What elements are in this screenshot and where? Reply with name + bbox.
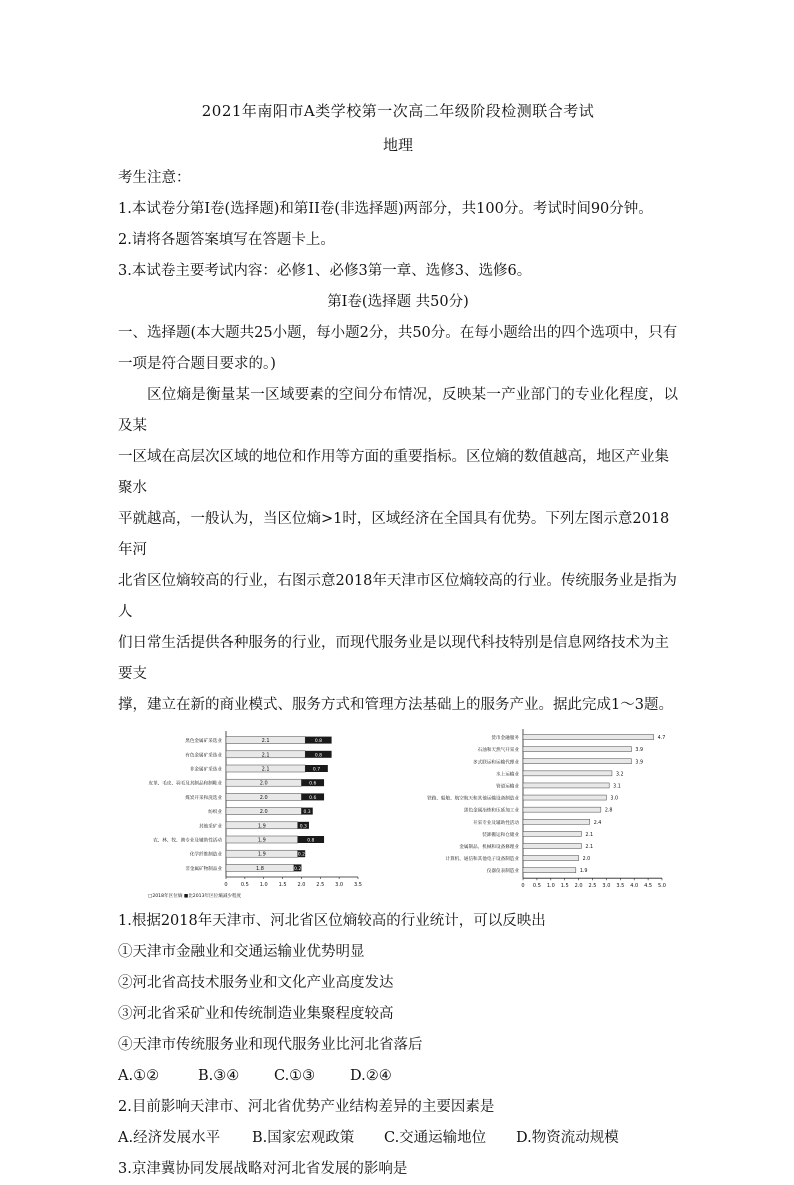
option-b: B.国家宏观政策	[252, 1130, 355, 1146]
notice-item: 2.请将各题答案填写在答题卡上。	[118, 232, 335, 248]
category-label: 货币金融服务	[491, 736, 519, 742]
option-a: A.①②	[118, 1068, 160, 1084]
x-tick-label: 2.5	[316, 882, 325, 888]
category-label: 化学纤维制造业	[189, 852, 222, 858]
question-stem: 1.根据2018年天津市、河北省区位熵较高的行业统计，可以反映出	[118, 913, 546, 929]
passage-line: 区位熵是衡量某一区域要素的空间分布情况，反映某一产业部门的专业化程度，以及某	[118, 387, 678, 434]
data-label: 3.2	[615, 772, 624, 778]
question-options	[118, 1123, 678, 1154]
option-c: C.①③	[274, 1068, 316, 1084]
question-statement: ④天津市传统服务业和现代服务业比河北省落后	[118, 1037, 423, 1053]
x-tick-label: 0.5	[240, 882, 249, 888]
x-tick-label: 3.5	[616, 883, 625, 890]
passage-line: 北省区位熵较高的行业，右图示意2018年天津市区位熵较高的行业。传统服务业是指为人	[118, 573, 677, 620]
exam-page	[118, 100, 678, 1185]
segment-label: 0.7	[312, 767, 321, 773]
data-label: 2.4	[593, 820, 602, 826]
passage-line: 平就越高，一般认为，当区位熵>1时，区域经济在全国具有优势。下列左图示意2018年河	[118, 511, 670, 558]
data-label: 2.1	[585, 832, 594, 838]
notice-item: 3.本试卷主要考试内容：必修1、必修3第一章、选修3、选修6。	[118, 263, 532, 279]
data-label: 2.0	[259, 794, 268, 801]
category-label: 非金属矿物制品业	[185, 866, 222, 872]
question-statement: ①天津市金融业和交通运输业优势明显	[118, 944, 365, 960]
passage-line: 们日常生活提供各种服务的行业，而现代服务业是以现代科技特别是信息网络技术为主要支	[118, 635, 669, 682]
bar	[523, 783, 609, 788]
section-title: 第I卷(选择题 共50分)	[327, 294, 469, 310]
segment-label: 0.6	[309, 781, 317, 787]
x-tick-label: 0	[521, 883, 525, 890]
data-label: 2.0	[582, 857, 591, 863]
question-statement: ③河北省采矿业和传统制造业集聚程度较高	[118, 1006, 394, 1022]
category-label: 仪器仪表制造业	[486, 869, 519, 875]
question-options	[118, 1061, 678, 1092]
segment-label: 0.8	[314, 753, 322, 759]
question-statement: ②河北省高技术服务业和文化产业高度发达	[118, 975, 394, 991]
option-d: D.物资流动规模	[516, 1130, 619, 1146]
exam-title: 2021年南阳市A类学校第一次高二年级阶段检测联合考试	[201, 102, 595, 120]
data-label: 3.1	[613, 784, 621, 790]
data-label: 2.1	[261, 738, 270, 745]
figure-charts	[108, 727, 688, 902]
x-tick-label: 3.5	[354, 882, 362, 888]
category-label: 纺织业	[208, 810, 222, 816]
bar	[523, 831, 581, 836]
x-tick-label: 4.5	[644, 883, 653, 890]
bar	[523, 856, 579, 861]
x-tick-label: 5.0	[658, 883, 666, 890]
segment-label: 0.8	[314, 739, 322, 745]
data-label: 3.9	[635, 760, 644, 766]
category-label: 黑色金属矿采选业	[185, 739, 222, 745]
data-label: 3.9	[635, 748, 644, 754]
category-label: 煤炭开采和洗选业	[185, 795, 222, 801]
segment-label: 0.2	[294, 866, 302, 872]
notice-item: 1.本试卷分第I卷(选择题)和第II卷(非选择题)两部分，共100分。考试时间90分钟。	[118, 201, 653, 217]
bar	[523, 795, 606, 800]
category-label: 金属制品、机械和设备修理业	[459, 844, 519, 850]
data-label: 1.8	[255, 865, 264, 872]
question-stem: 3.京津冀协同发展战略对河北省发展的影响是	[118, 1161, 408, 1177]
category-label: 管道运输业	[496, 784, 519, 790]
x-tick-label: 2.0	[297, 882, 306, 888]
data-label: 1.9	[579, 869, 588, 875]
passage-line: 撑，建立在新的商业模式、服务方式和管理方法基础上的服务产业。据此完成1～3题。	[118, 697, 673, 713]
bar	[523, 868, 576, 873]
data-label: 3.0	[610, 796, 619, 802]
category-label: 水上运输业	[496, 772, 519, 778]
category-label: 皮革、毛皮、羽毛及其制品和制鞋业	[148, 781, 222, 787]
data-label: 2.1	[585, 844, 594, 850]
category-label: 黑色金属冶炼和压延加工业	[463, 808, 519, 814]
exam-subject: 地理	[382, 136, 413, 154]
bar	[523, 843, 581, 848]
segment-label: 0.6	[309, 795, 317, 801]
x-tick-label: 3.0	[335, 882, 344, 888]
data-label: 2.8	[604, 808, 613, 814]
option-c: C.交通运输地位	[384, 1130, 487, 1146]
bar	[523, 819, 590, 824]
category-label: 开采专业及辅助性活动	[473, 820, 519, 826]
section-instruction: 一、选择题(本大题共25小题，每小题2分，共50分。在每小题给出的四个选项中，只有	[118, 325, 678, 341]
notice-heading: 考生注意：	[118, 170, 191, 186]
category-label: 其他采矿业	[199, 824, 222, 830]
hebei-chart	[108, 727, 378, 902]
category-label: 多式联运和运输代理业	[473, 760, 519, 766]
x-tick-label: 1.5	[278, 882, 287, 888]
question-stem: 2.目前影响天津市、河北省优势产业结构差异的主要因素是	[118, 1099, 495, 1115]
segment-label: 0.2	[297, 852, 306, 858]
x-tick-label: 0.5	[532, 883, 541, 890]
bar	[523, 759, 631, 764]
option-b: B.③④	[198, 1068, 240, 1084]
segment-label: 0.3	[299, 824, 307, 830]
x-tick-label: 1.0	[259, 882, 268, 888]
data-label: 1.9	[257, 851, 266, 858]
x-tick-label: 1.0	[546, 883, 555, 890]
data-label: 2.0	[259, 780, 268, 787]
x-tick-label: 0	[224, 882, 228, 888]
x-tick-label: 4.0	[630, 883, 639, 890]
data-label: 1.9	[257, 823, 266, 830]
x-tick-label: 2.5	[588, 883, 597, 890]
bar	[523, 807, 601, 812]
segment-label: 0.8	[307, 838, 315, 844]
bar	[523, 747, 631, 752]
category-label: 农、林、牧、渔专业及辅助性活动	[153, 838, 222, 844]
data-label: 2.1	[261, 752, 270, 759]
bar	[523, 735, 654, 740]
x-tick-label: 3.0	[602, 883, 611, 890]
data-label: 2.1	[261, 766, 270, 773]
option-d: D.②④	[350, 1068, 392, 1084]
passage-line: 一区域在高层次区域的地位和作用等方面的重要指标。区位熵的数值越高，地区产业集聚水	[118, 449, 669, 496]
legend-text: □2018年区位熵 ■比2013年区位熵减少程度	[148, 894, 242, 899]
data-label: 4.7	[657, 736, 666, 742]
data-label: 1.9	[257, 837, 266, 844]
bar	[523, 771, 612, 776]
x-tick-label: 2.0	[574, 883, 583, 890]
x-tick-label: 1.5	[560, 883, 569, 890]
data-label: 2.0	[259, 809, 268, 816]
option-a: A.经济发展水平	[118, 1130, 221, 1146]
category-label: 计算机、通信和其他电子设备制造业	[445, 857, 519, 863]
category-label: 装卸搬运和仓储业	[482, 832, 519, 838]
segment-label: 0.3	[303, 810, 311, 816]
category-label: 非金属矿采选业	[189, 767, 222, 773]
section-instruction: 一项是符合题目要求的。)	[118, 356, 276, 372]
category-label: 铁路、船舶、航空航天和其他运输设备制造业	[427, 796, 519, 802]
tianjin-chart	[378, 727, 678, 902]
category-label: 石油和天然气开采业	[477, 748, 519, 754]
category-label: 有色金属矿采选业	[185, 753, 222, 759]
